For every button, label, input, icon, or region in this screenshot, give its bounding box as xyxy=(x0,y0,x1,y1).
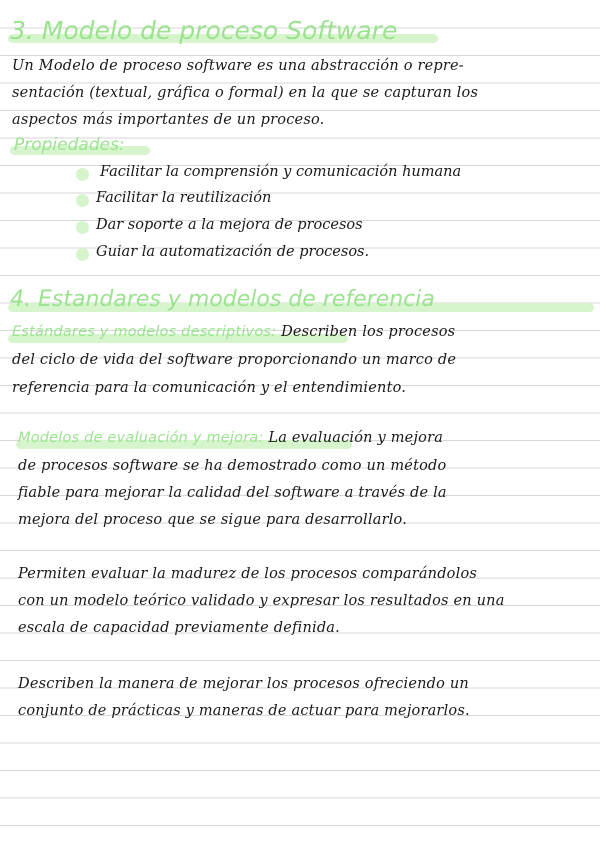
evaluation-line-3: fiable para mejorar la calidad del software a través de la xyxy=(18,485,447,501)
descriptive-label: Estándares y modelos descriptivos: xyxy=(12,324,277,340)
section-3-title: 3. Modelo de proceso Software xyxy=(10,16,398,45)
section-4-title: 4. Estandares y modelos de referencia xyxy=(10,287,435,312)
paragraph-3-line-2: conjunto de prácticas y maneras de actuar para mejorarlos. xyxy=(18,703,470,719)
paragraph-2-line-2: con un modelo teórico validado y expresar los resultados en una xyxy=(18,593,505,609)
bullet-dot xyxy=(76,194,89,207)
evaluation-label: Modelos de evaluación y mejora: xyxy=(18,430,264,446)
intro-line-3: aspectos más importantes de un proceso. xyxy=(12,112,325,128)
evaluation-line-4: mejora del proceso que se sigue para desarrollarlo. xyxy=(18,512,408,528)
descriptive-line-1 xyxy=(12,324,455,340)
descriptive-text: Describen los procesos xyxy=(281,324,456,340)
intro-line-1: Un Modelo de proceso software es una abstracción o repre- xyxy=(12,58,464,74)
property-item: Facilitar la reutilización xyxy=(96,190,272,206)
intro-line-2: sentación (textual, gráfica o formal) en la que se capturan los xyxy=(12,85,479,101)
descriptive-line-2: del ciclo de vida del software proporcionando un marco de xyxy=(12,352,457,368)
evaluation-text: La evaluación y mejora xyxy=(268,430,444,446)
properties-label: Propiedades: xyxy=(14,135,125,155)
paragraph-2-line-1: Permiten evaluar la madurez de los procesos comparándolos xyxy=(18,566,478,582)
property-item: Guiar la automatización de procesos. xyxy=(96,244,370,260)
paragraph-3-line-1: Describen la manera de mejorar los procesos ofreciendo un xyxy=(18,676,469,692)
property-item: Dar soporte a la mejora de procesos xyxy=(96,217,363,233)
property-item: Facilitar la comprensión y comunicación humana xyxy=(100,164,462,180)
bullet-dot xyxy=(76,248,89,261)
evaluation-line-1 xyxy=(18,430,443,446)
descriptive-line-3: referencia para la comunicación y el entendimiento. xyxy=(12,380,407,396)
evaluation-line-2: de procesos software se ha demostrado como un método xyxy=(18,458,447,474)
bullet-dot xyxy=(76,221,89,234)
paragraph-2-line-3: escala de capacidad previamente definida. xyxy=(18,620,340,636)
bullet-dot xyxy=(76,168,89,181)
